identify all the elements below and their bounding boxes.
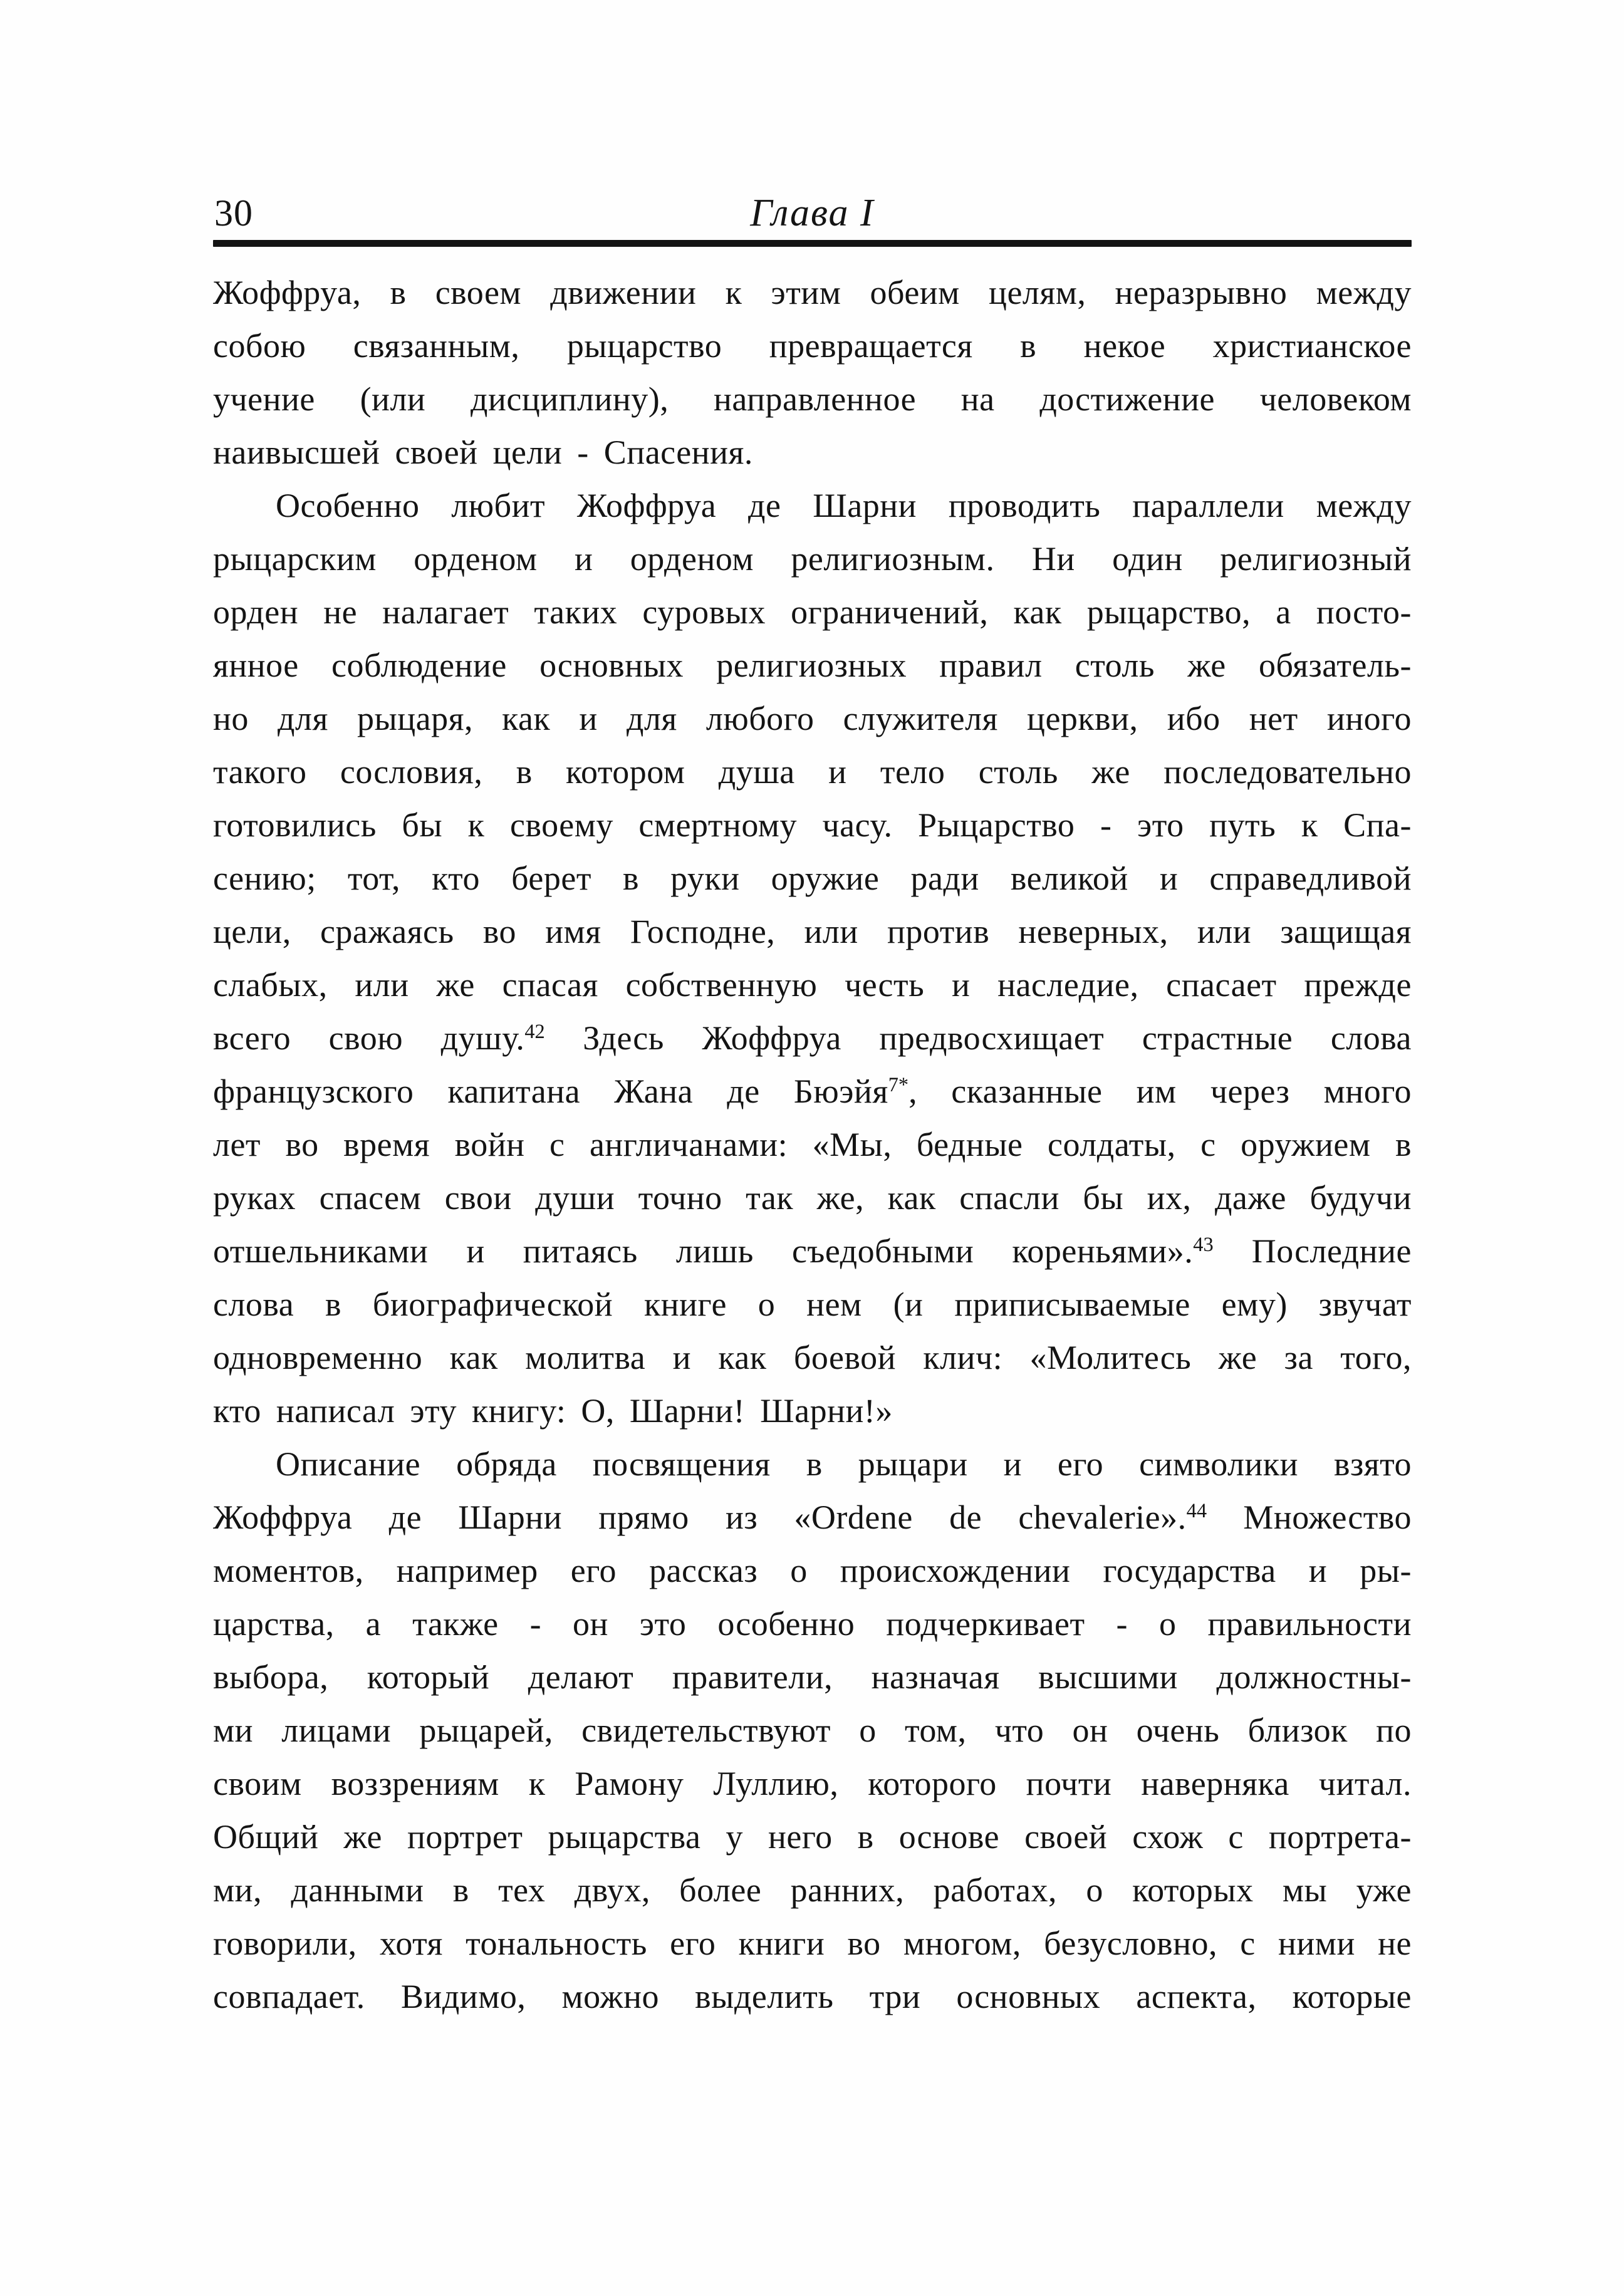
running-head — [213, 193, 1412, 243]
text-line: сению; тот, кто берет в руки оружие ради великой и справедливой — [213, 860, 1412, 897]
page-number: 30 — [214, 192, 253, 234]
text-line: выбора, который делают правители, назначая высшими должностны- — [213, 1658, 1412, 1696]
text-line: царства, а также - он это особенно подчеркивает - о правильности — [213, 1605, 1412, 1643]
text-line: всего свою душу.$^{42}$ Здесь Жоффруа предвосхищает страстные слова — [213, 1019, 1412, 1057]
text-line: совпадает. Видимо, можно выделить три основных аспекта, которые — [213, 1978, 1412, 2015]
text-line: моментов, например его рассказ о происхождении государства и ры- — [213, 1552, 1412, 1589]
text-line: отшельниками и питаясь лишь съедобными кореньями».$^{43}$ Последние — [213, 1232, 1412, 1270]
text-line: кто написал эту книгу: О, Шарни! Шарни!» — [213, 1392, 893, 1430]
text-line: готовились бы к своему смертному часу. Рыцарство - это путь к Спа- — [213, 806, 1412, 844]
text-line: цели, сражаясь во имя Господне, или против неверных, или защищая — [213, 913, 1412, 950]
text-line: Общий же портрет рыцарства у него в основе своей схож с портрета- — [213, 1818, 1412, 1856]
text-line: Жоффруа де Шарни прямо из «Ordene de chevalerie».$^{44}$ Множество — [213, 1499, 1412, 1536]
text-line: янное соблюдение основных религиозных правил столь же обязатель- — [213, 647, 1412, 684]
text-block — [213, 266, 1412, 2023]
text-line: одновременно как молитва и как боевой клич: «Молитесь же за того, — [213, 1339, 1412, 1376]
text-line: Особенно любит Жоффруа де Шарни проводить параллели между — [276, 487, 1412, 524]
text-line: но для рыцаря, как и для любого служителя церкви, ибо нет иного — [213, 700, 1412, 737]
text-line: наивысшей своей цели - Спасения. — [213, 434, 753, 471]
chapter-title: Глава I — [750, 192, 875, 234]
text-line: Описание обряда посвящения в рыцари и его символики взято — [276, 1445, 1412, 1483]
text-line: французского капитана Жана де Бюэйя$^{7*}$, сказанные им через много — [213, 1073, 1412, 1110]
text-line: собою связанным, рыцарство превращается в некое христианское — [213, 327, 1412, 365]
text-line: лет во время войн с англичанами: «Мы, бедные солдаты, с оружием в — [213, 1126, 1412, 1163]
text-line: своим воззрениям к Рамону Луллию, которого почти наверняка читал. — [213, 1765, 1412, 1802]
text-line: руках спасем свои души точно так же, как спасли бы их, даже будучи — [213, 1179, 1412, 1217]
text-line: такого сословия, в котором душа и тело столь же последовательно — [213, 753, 1412, 791]
text-line: ми лицами рыцарей, свидетельствуют о том, что он очень близок по — [213, 1712, 1412, 1749]
text-line: говорили, хотя тональность его книги во многом, безусловно, с ними не — [213, 1925, 1412, 1962]
text-line: слова в биографической книге о нем (и приписываемые ему) звучат — [213, 1286, 1412, 1323]
text-line: орден не налагает таких суровых ограничений, как рыцарство, а посто- — [213, 593, 1412, 631]
text-line: ми, данными в тех двух, более ранних, работах, о которых мы уже — [213, 1871, 1412, 1909]
text-line: Жоффруа, в своем движении к этим обеим целям, неразрывно между — [213, 274, 1412, 311]
text-line: слабых, или же спасая собственную честь и наследие, спасает прежде — [213, 966, 1412, 1004]
text-line: рыцарским орденом и орденом религиозным. Ни один религиозный — [213, 540, 1412, 578]
header-rule — [213, 240, 1412, 247]
text-line: учение (или дисциплину), направленное на достижение человеком — [213, 380, 1412, 418]
